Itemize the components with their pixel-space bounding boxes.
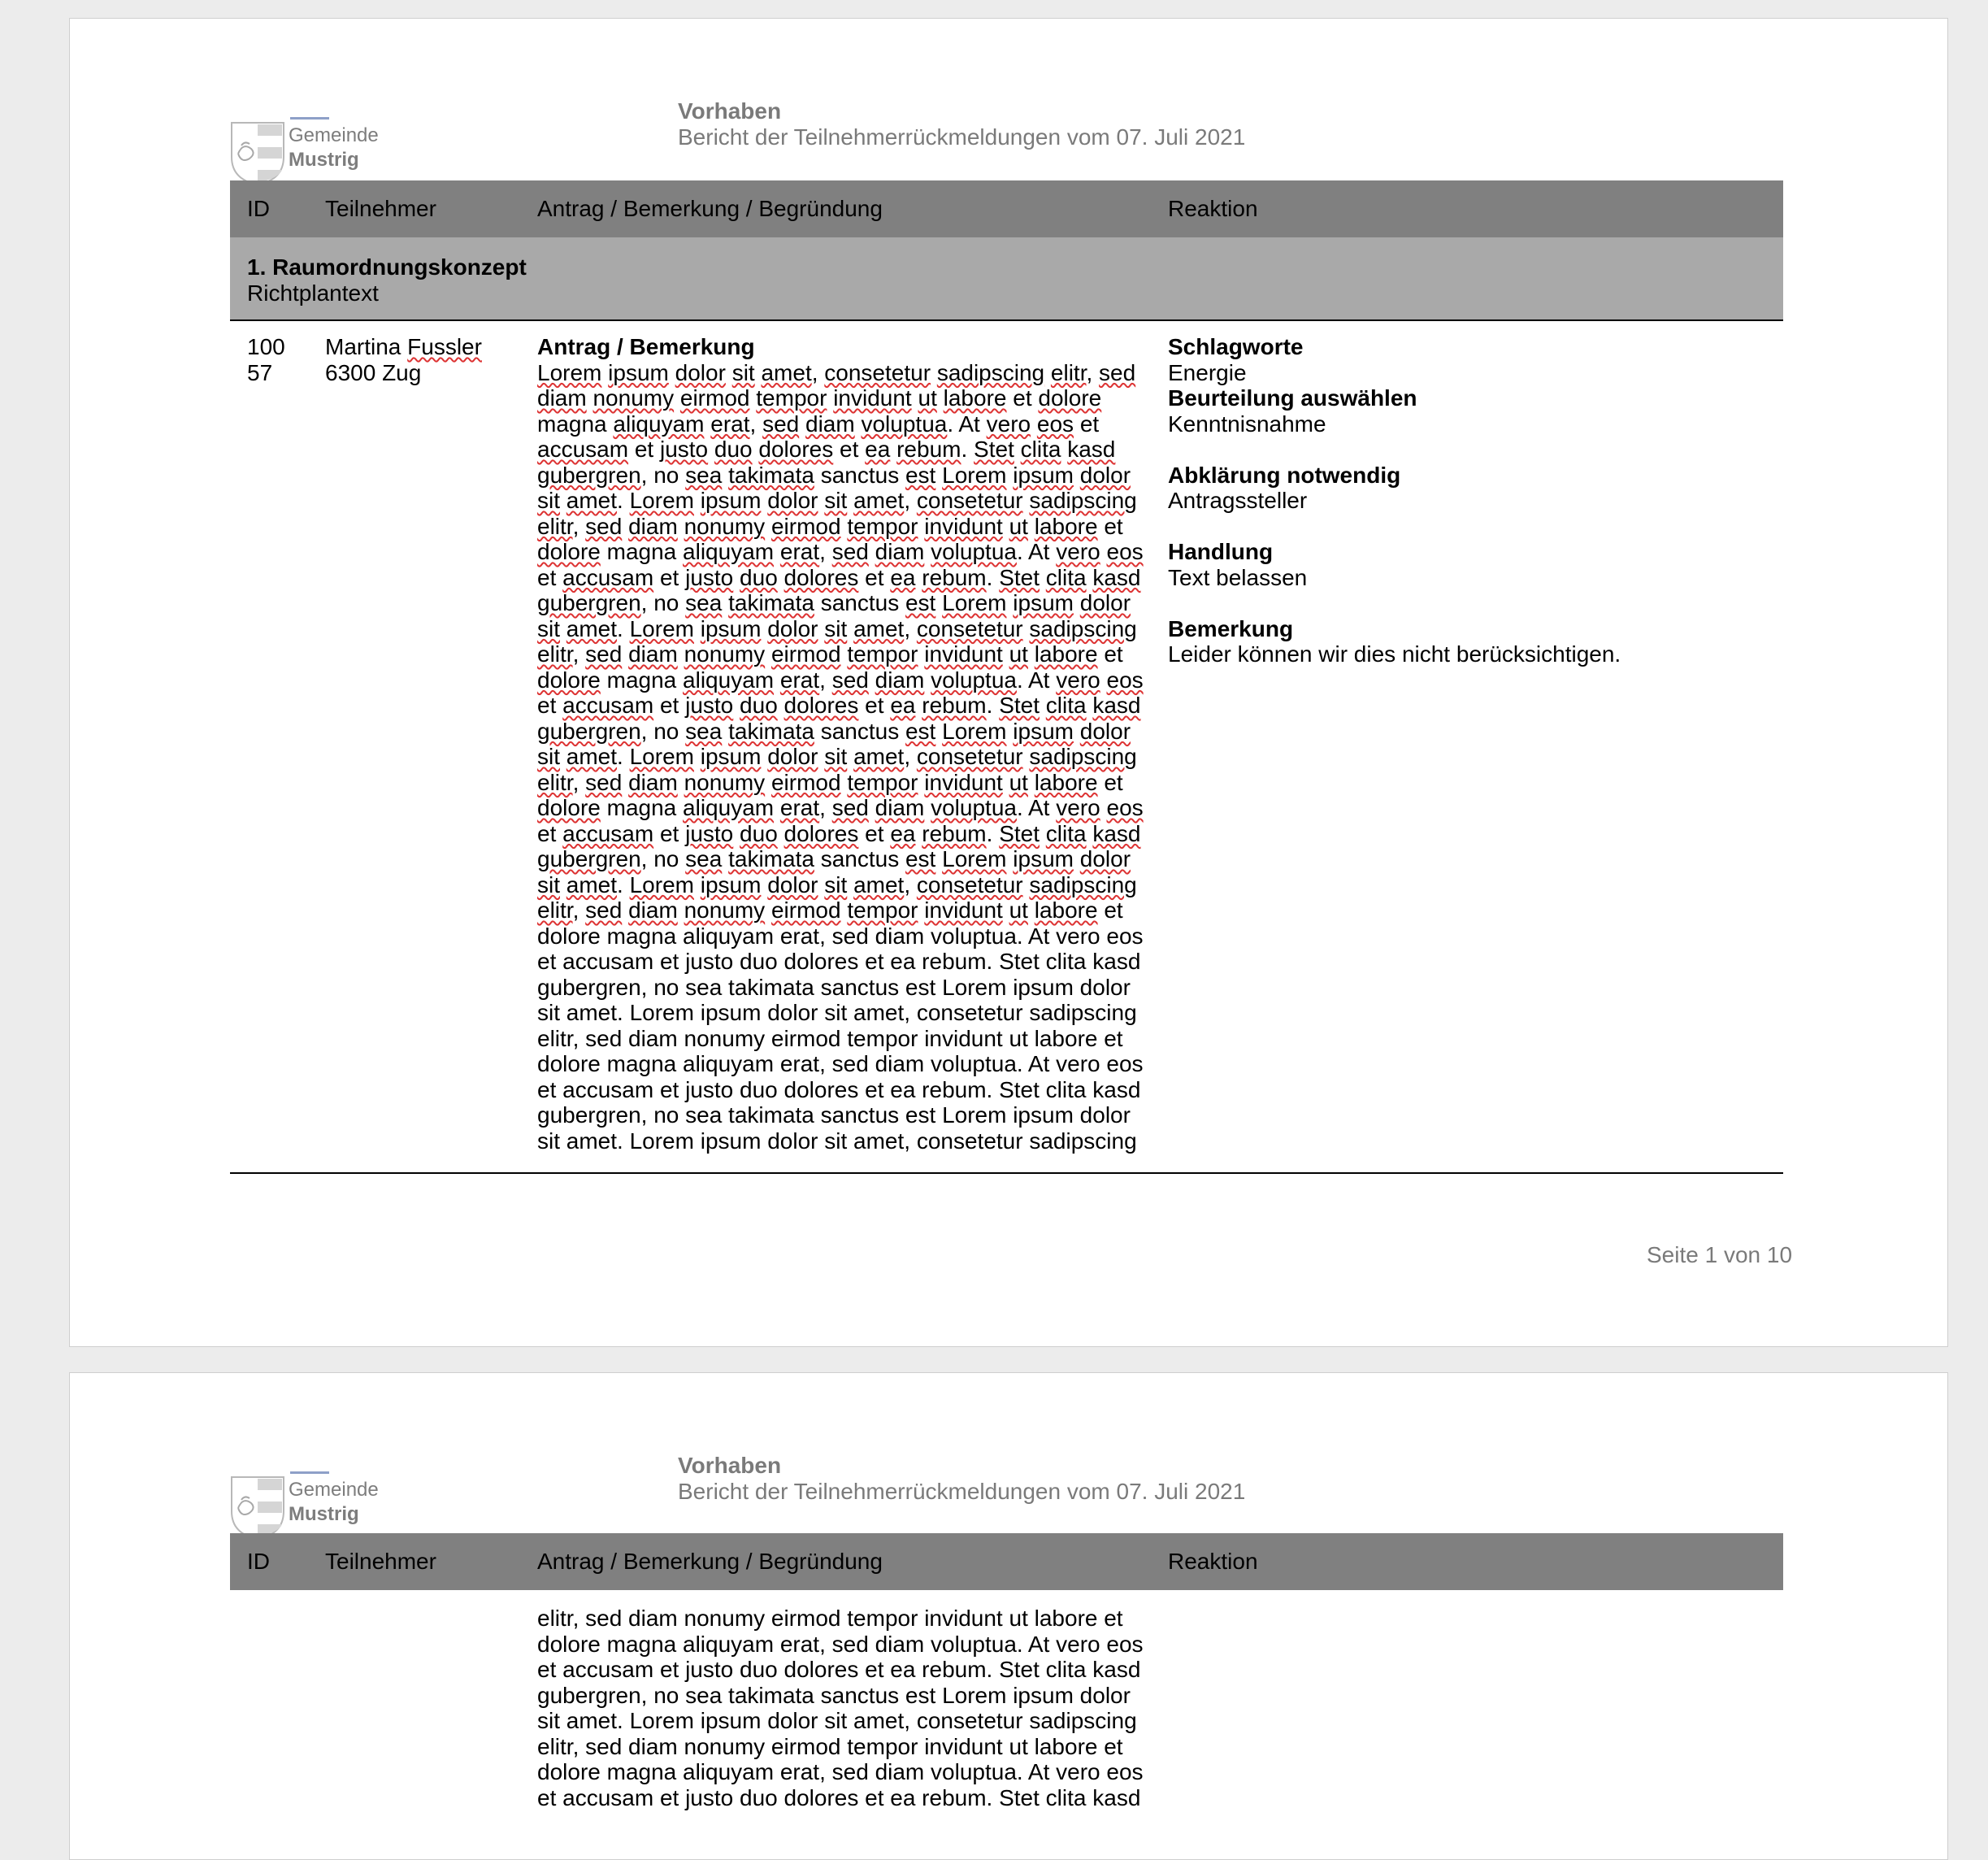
logo-text-mustrig: Mustrig [289, 149, 359, 171]
text-line: dolore magna aliquyam erat, sed diam voluptua. At vero eos [537, 1759, 1144, 1784]
coat-of-arms-icon [230, 1475, 287, 1541]
text-line: gubergren, no sea takimata sanctus est Lorem ipsum dolor [537, 462, 1131, 488]
column-header-id: ID [247, 196, 270, 221]
logo-text-mustrig: Mustrig [289, 1503, 359, 1525]
municipality-logo [230, 1454, 384, 1536]
column-header-teilnehmer: Teilnehmer [325, 1549, 436, 1574]
text-line: sit amet. Lorem ipsum dolor sit amet, consetetur sadipscing [537, 615, 1137, 641]
text-line: elitr, sed diam nonumy eirmod tempor invidunt ut labore et [537, 641, 1123, 667]
column-header-antrag: Antrag / Bemerkung / Begründung [537, 1549, 883, 1574]
text-line: Lorem ipsum dolor sit amet, consetetur sadipscing elitr, sed [537, 359, 1136, 385]
participant-place: 6300 Zug [325, 359, 422, 385]
participant-cell [325, 334, 482, 385]
logo-text-gemeinde: Gemeinde [289, 124, 379, 146]
text-line: elitr, sed diam nonumy eirmod tempor invidunt ut labore et [537, 769, 1123, 795]
page-number: Seite 1 von 10 [1647, 1242, 1793, 1267]
beurteilung-label: Beurteilung auswählen [1168, 385, 1417, 411]
report-title: Vorhaben [678, 98, 782, 124]
antrag-text-continued [537, 1606, 1144, 1810]
row-id-line1: 100 [247, 334, 285, 359]
text-line: et accusam et justo duo dolores et ea rebum. Stet clita kasd [537, 693, 1141, 718]
text-line: et accusam et justo duo dolores et ea rebum. Stet clita kasd [537, 820, 1141, 846]
text-line: et accusam et justo duo dolores et ea rebum. Stet clita kasd [537, 949, 1141, 974]
column-header-antrag: Antrag / Bemerkung / Begründung [537, 196, 883, 221]
text-line: gubergren, no sea takimata sanctus est Lorem ipsum dolor [537, 846, 1131, 871]
text-line: gubergren, no sea takimata sanctus est Lorem ipsum dolor [537, 974, 1131, 1000]
text-line: gubergren, no sea takimata sanctus est Lorem ipsum dolor [537, 1102, 1131, 1128]
text-line: magna aliquyam erat, sed diam voluptua. At vero eos et [537, 411, 1100, 437]
table-header [230, 1533, 1783, 1590]
text-line: et accusam et justo duo dolores et ea rebum. Stet clita kasd [537, 1657, 1141, 1682]
bemerkung-value: Leider können wir dies nicht berücksichtigen. [1168, 641, 1621, 667]
text-line: diam nonumy eirmod tempor invidunt ut labore et dolore [537, 385, 1102, 411]
text-line: sit amet. Lorem ipsum dolor sit amet, consetetur sadipscing [537, 871, 1137, 897]
report-title: Vorhaben [678, 1453, 782, 1478]
logo-accent-bar [290, 1471, 329, 1474]
antrag-heading: Antrag / Bemerkung [537, 334, 755, 359]
handlung-label: Handlung [1168, 539, 1274, 564]
text-line: et accusam et justo duo dolores et ea rebum. Stet clita kasd [537, 1076, 1141, 1102]
text-line: elitr, sed diam nonumy eirmod tempor invidunt ut labore et [537, 1025, 1123, 1051]
report-subtitle: Bericht der Teilnehmerrückmeldungen vom 07. Juli 2021 [678, 124, 1246, 150]
column-header-reaktion: Reaktion [1168, 1549, 1258, 1574]
text-line: dolore magna aliquyam erat, sed diam voluptua. At vero eos [537, 923, 1144, 949]
text-line: dolore magna aliquyam erat, sed diam voluptua. At vero eos [537, 539, 1144, 564]
text-line: sit amet. Lorem ipsum dolor sit amet, consetetur sadipscing [537, 1000, 1137, 1025]
text-line: sit amet. Lorem ipsum dolor sit amet, consetetur sadipscing [537, 1708, 1137, 1733]
text-line: dolore magna aliquyam erat, sed diam voluptua. At vero eos [537, 1051, 1144, 1076]
column-header-teilnehmer: Teilnehmer [325, 196, 436, 221]
reaktion-cell [1168, 334, 1621, 667]
document-page-2 [69, 1372, 1948, 1860]
coat-of-arms-icon [230, 121, 287, 186]
handlung-value: Text belassen [1168, 564, 1308, 590]
text-line: elitr, sed diam nonumy eirmod tempor invidunt ut labore et [537, 897, 1123, 923]
row-divider [230, 1172, 1783, 1174]
abklaerung-label: Abklärung notwendig [1168, 462, 1401, 488]
text-line: sit amet. Lorem ipsum dolor sit amet, consetetur sadipscing [537, 1128, 1137, 1154]
column-header-id: ID [247, 1549, 270, 1574]
text-line: accusam et justo duo dolores et ea rebum. Stet clita kasd [537, 437, 1116, 462]
section-row [230, 237, 1783, 321]
logo-accent-bar [290, 117, 329, 120]
logo-text-gemeinde: Gemeinde [289, 1479, 379, 1501]
text-line: elitr, sed diam nonumy eirmod tempor invidunt ut labore et [537, 1606, 1123, 1631]
text-line: dolore magna aliquyam erat, sed diam voluptua. At vero eos [537, 1631, 1144, 1657]
text-line: dolore magna aliquyam erat, sed diam voluptua. At vero eos [537, 667, 1144, 693]
text-line: elitr, sed diam nonumy eirmod tempor invidunt ut labore et [537, 513, 1123, 539]
text-line: gubergren, no sea takimata sanctus est Lorem ipsum dolor [537, 718, 1131, 744]
section-subtitle: Richtplantext [247, 280, 379, 306]
text-line: gubergren, no sea takimata sanctus est Lorem ipsum dolor [537, 1682, 1131, 1708]
text-line: dolore magna aliquyam erat, sed diam voluptua. At vero eos [537, 795, 1144, 820]
antrag-cell [537, 334, 1144, 1154]
row-id [247, 334, 285, 385]
text-line: et accusam et justo duo dolores et ea rebum. Stet clita kasd [537, 564, 1141, 590]
section-title: 1. Raumordnungskonzept [247, 254, 527, 280]
antrag-text [537, 359, 1144, 1154]
text-line: et accusam et justo duo dolores et ea rebum. Stet clita kasd [537, 1784, 1141, 1810]
table-header [230, 180, 1783, 237]
municipality-logo [230, 100, 384, 181]
beurteilung-value: Kenntnisnahme [1168, 411, 1326, 437]
text-line: gubergren, no sea takimata sanctus est Lorem ipsum dolor [537, 590, 1131, 615]
bemerkung-label: Bemerkung [1168, 615, 1294, 641]
column-header-reaktion: Reaktion [1168, 196, 1258, 221]
text-line: sit amet. Lorem ipsum dolor sit amet, consetetur sadipscing [537, 488, 1137, 513]
text-line: sit amet. Lorem ipsum dolor sit amet, consetetur sadipscing [537, 744, 1137, 769]
report-subtitle: Bericht der Teilnehmerrückmeldungen vom 07. Juli 2021 [678, 1479, 1246, 1504]
schlagworte-label: Schlagworte [1168, 334, 1304, 359]
document-page-1 [69, 18, 1948, 1347]
abklaerung-value: Antragssteller [1168, 488, 1308, 513]
row-id-line2: 57 [247, 359, 273, 385]
text-line: elitr, sed diam nonumy eirmod tempor invidunt ut labore et [537, 1733, 1123, 1759]
schlagworte-value: Energie [1168, 359, 1247, 385]
participant-name: Martina Fussler [325, 334, 482, 359]
